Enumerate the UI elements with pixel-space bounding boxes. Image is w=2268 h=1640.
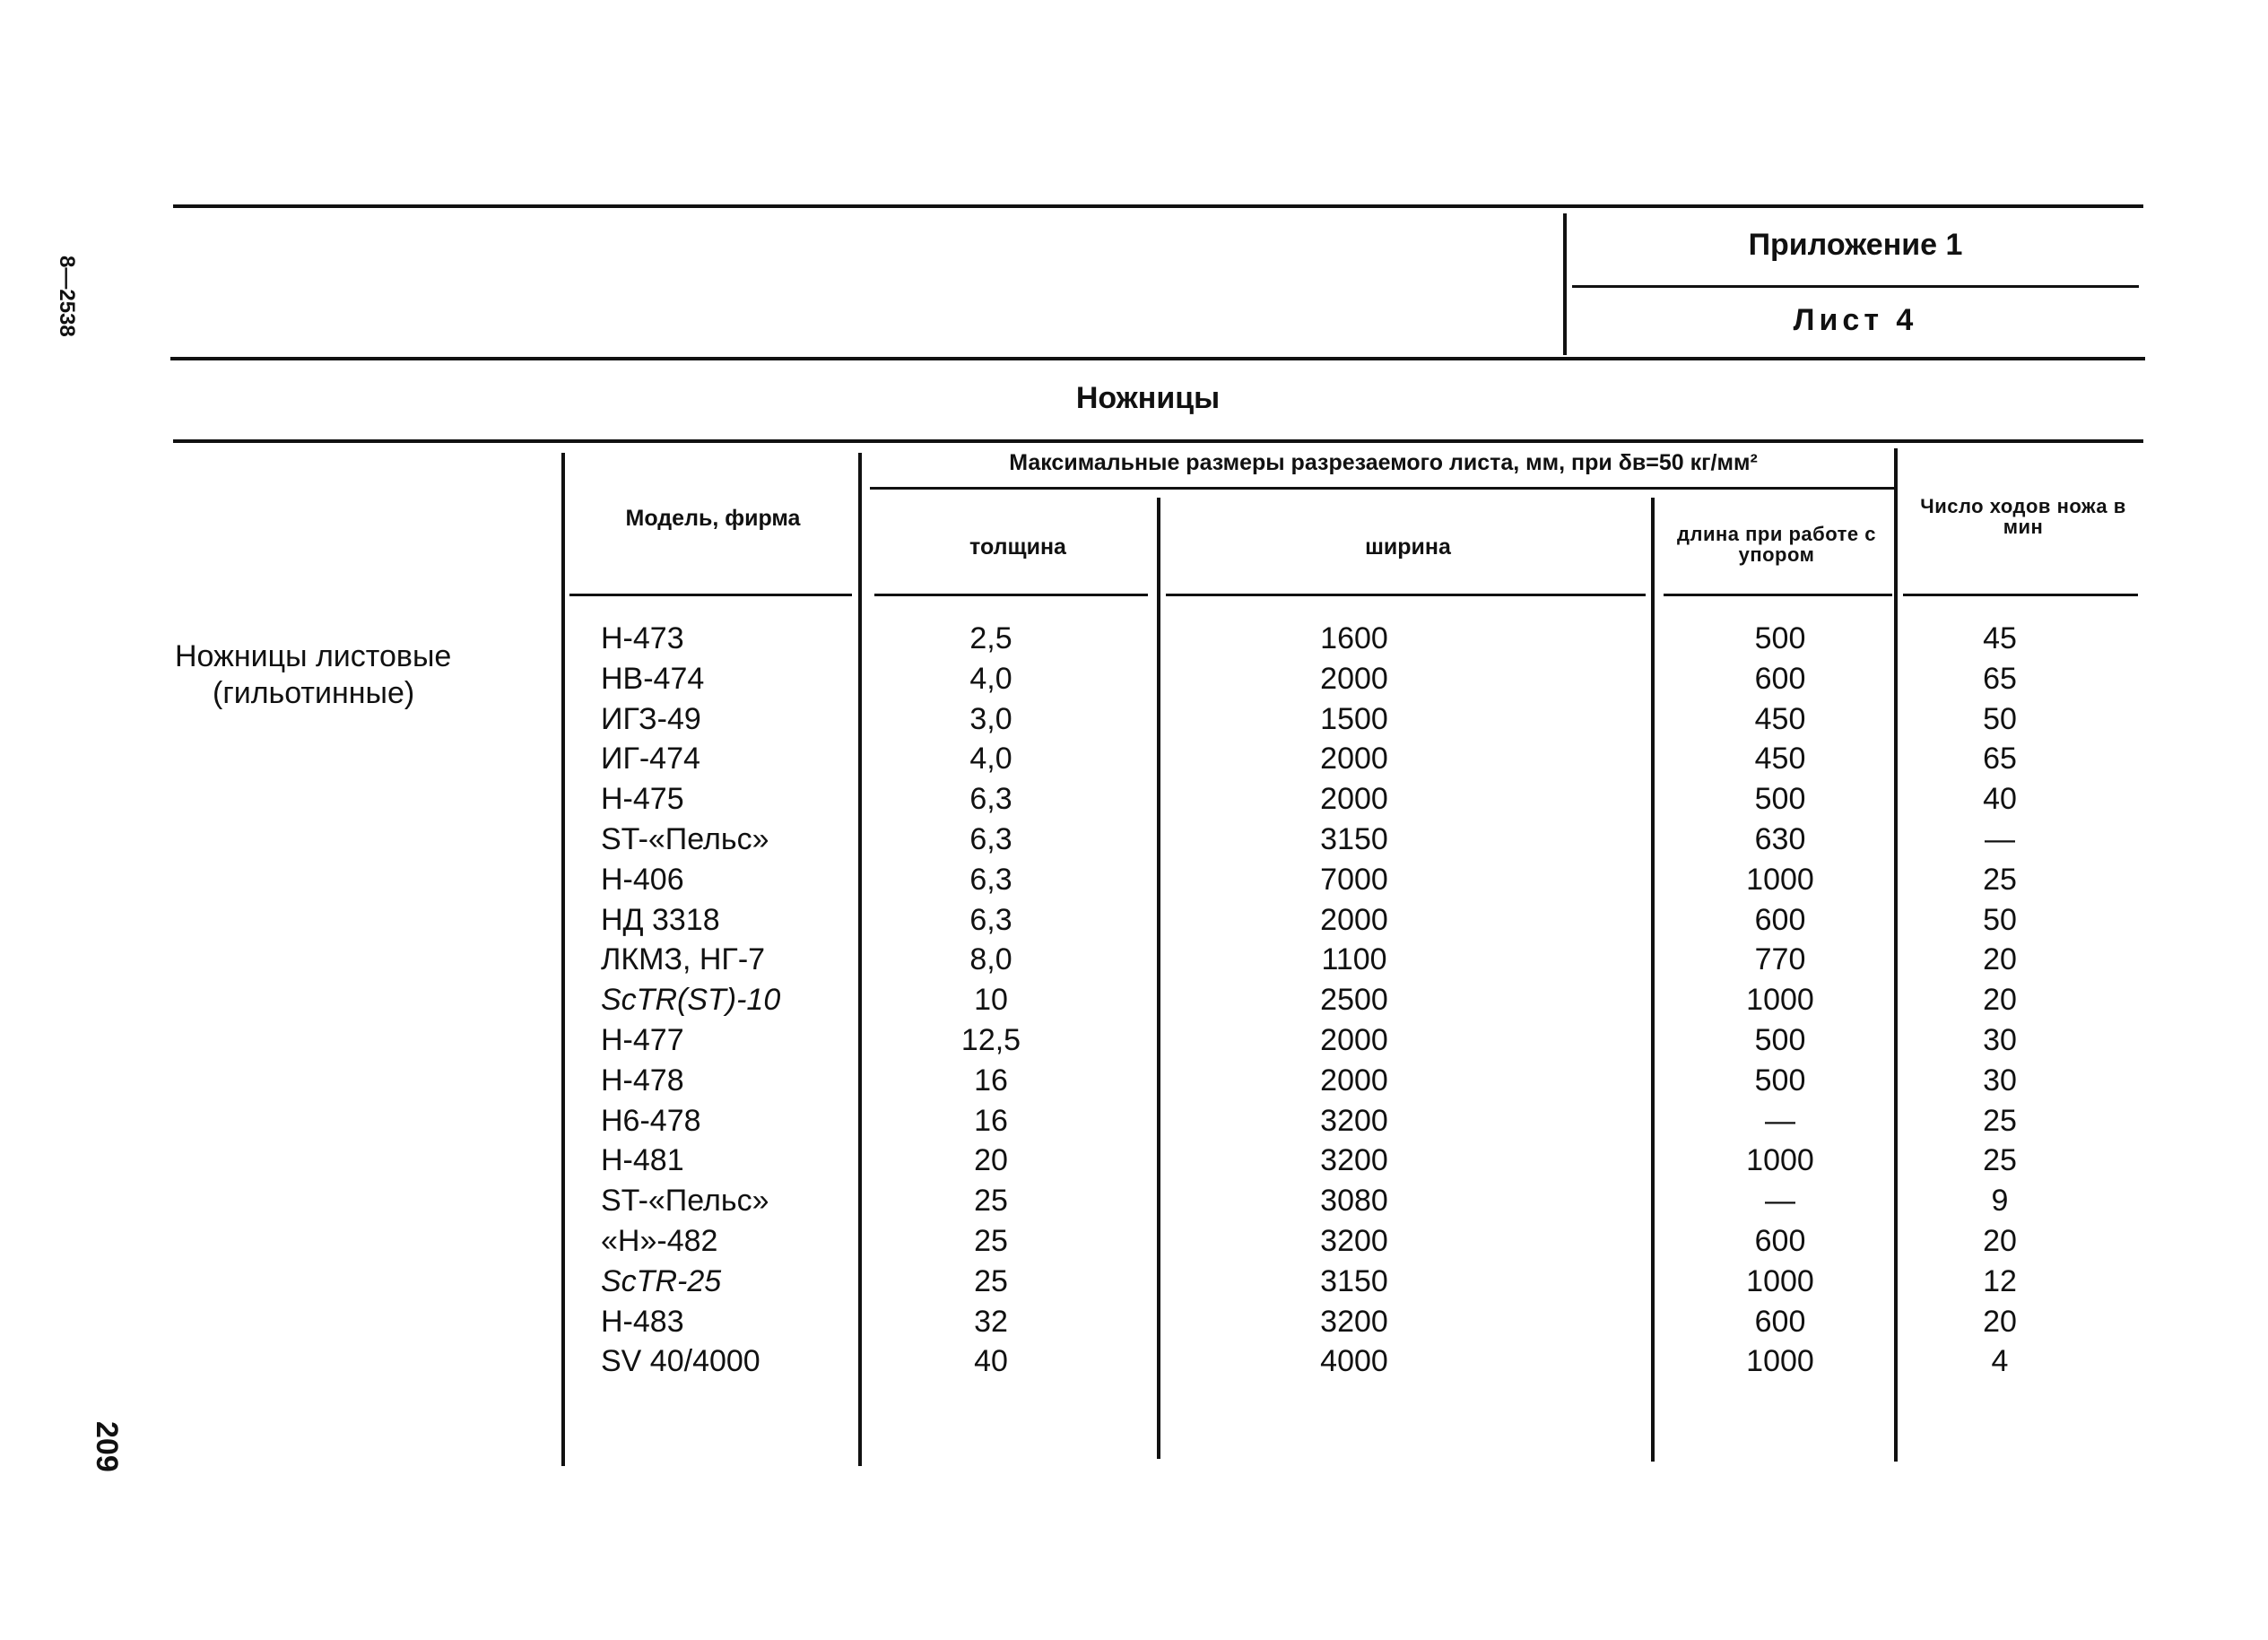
- cell-length: 770: [1754, 942, 1806, 977]
- table-row: [0, 860, 2268, 900]
- cell-thickness: 6,3: [969, 821, 1012, 856]
- cell-width: 2000: [1320, 782, 1388, 817]
- cell-thickness: 40: [974, 1344, 1008, 1379]
- cell-strokes: 25: [1983, 1143, 2017, 1178]
- cell-length: 600: [1754, 1304, 1806, 1339]
- table-row: [0, 940, 2268, 980]
- table-row: [0, 1181, 2268, 1221]
- cell-thickness: 25: [974, 1263, 1008, 1298]
- table-top-rule: [173, 439, 2143, 443]
- cell-model: НД 3318: [601, 902, 720, 937]
- cell-model: ST-«Пельс»: [601, 821, 769, 856]
- cell-length: 450: [1754, 742, 1806, 777]
- category-line-1: Ножницы листовые: [175, 639, 452, 673]
- appendix-label: Приложение 1: [1748, 228, 1963, 262]
- cell-thickness: 6,3: [969, 902, 1012, 937]
- table-row: [0, 1302, 2268, 1342]
- cell-thickness: 6,3: [969, 782, 1012, 817]
- cell-width: 3080: [1320, 1184, 1388, 1219]
- cell-model: Н-473: [601, 621, 684, 655]
- table-row: [0, 699, 2268, 740]
- cell-model: ScTR-25: [601, 1263, 722, 1298]
- header-underline-strokes: [1903, 594, 2138, 596]
- cell-width: 3150: [1320, 821, 1388, 856]
- cell-model: SV 40/4000: [601, 1344, 760, 1379]
- table-row: [0, 1221, 2268, 1262]
- column-header-thickness: толщина: [969, 534, 1066, 560]
- top-rule: [173, 204, 2143, 208]
- column-header-max-sizes: Максимальные размеры разрезаемого листа, мм, при δв=50 кг/мм²: [1009, 450, 1758, 475]
- cell-strokes: 50: [1983, 902, 2017, 937]
- cell-length: 630: [1754, 821, 1806, 856]
- cell-width: 1500: [1320, 701, 1388, 736]
- cell-length: 1000: [1746, 1344, 1814, 1379]
- cell-length: 500: [1754, 621, 1806, 655]
- cell-length: 600: [1754, 1223, 1806, 1258]
- cell-strokes: 20: [1983, 1304, 2017, 1339]
- cell-model: Н-477: [601, 1022, 684, 1057]
- table-row: [0, 619, 2268, 659]
- cell-model: ИГЗ-49: [601, 701, 701, 736]
- cell-model: Н-406: [601, 862, 684, 897]
- cell-strokes: 4: [1991, 1344, 2009, 1379]
- cell-width: 3200: [1320, 1304, 1388, 1339]
- cell-strokes: 12: [1983, 1263, 2017, 1298]
- sheet-label: Лист 4: [1793, 303, 1918, 337]
- cell-strokes: 30: [1983, 1022, 2017, 1057]
- cell-length: 450: [1754, 701, 1806, 736]
- cell-width: 3200: [1320, 1143, 1388, 1178]
- category-line-2: (гильотинные): [213, 675, 415, 710]
- cell-strokes: 25: [1983, 1103, 2017, 1138]
- header-underline-thickness: [874, 594, 1148, 596]
- cell-thickness: 6,3: [969, 862, 1012, 897]
- cell-strokes: 25: [1983, 862, 2017, 897]
- table-row: [0, 1020, 2268, 1061]
- cell-thickness: 25: [974, 1223, 1008, 1258]
- cell-width: 2000: [1320, 1063, 1388, 1098]
- cell-model: ИГ-474: [601, 742, 700, 777]
- table-row: [0, 739, 2268, 779]
- cell-width: 1600: [1320, 621, 1388, 655]
- cell-length: 600: [1754, 661, 1806, 696]
- cell-length: 600: [1754, 902, 1806, 937]
- cell-model: Н-483: [601, 1304, 684, 1339]
- cell-strokes: 9: [1991, 1184, 2009, 1219]
- cell-model: Н-478: [601, 1063, 684, 1098]
- header-underline-model: [569, 594, 852, 596]
- cell-length: 1000: [1746, 983, 1814, 1018]
- cell-width: 1100: [1321, 942, 1387, 977]
- cell-length: 500: [1754, 782, 1806, 817]
- cell-width: 4000: [1320, 1344, 1388, 1379]
- table-row: [0, 1341, 2268, 1382]
- cell-model: Н6-478: [601, 1103, 701, 1138]
- cell-strokes: —: [1985, 821, 2015, 856]
- cell-width: 2000: [1320, 661, 1388, 696]
- table-row: [0, 980, 2268, 1020]
- header-box-mid-rule: [1572, 285, 2139, 288]
- cell-width: 7000: [1320, 862, 1388, 897]
- header-box-divider: [1563, 213, 1567, 355]
- table-row: [0, 1262, 2268, 1302]
- header-bottom-rule: [170, 357, 2145, 360]
- cell-length: —: [1765, 1184, 1795, 1219]
- cell-length: 1000: [1746, 1263, 1814, 1298]
- table-row: [0, 820, 2268, 860]
- table-row: [0, 1061, 2268, 1101]
- cell-thickness: 10: [974, 983, 1008, 1018]
- column-header-model: Модель, фирма: [625, 506, 801, 531]
- cell-length: 500: [1754, 1022, 1806, 1057]
- table-row: [0, 1101, 2268, 1141]
- cell-thickness: 16: [974, 1103, 1008, 1138]
- table-body: [0, 619, 2268, 1382]
- cell-strokes: 65: [1983, 661, 2017, 696]
- cell-width: 3200: [1320, 1103, 1388, 1138]
- cell-model: ЛКМЗ, НГ-7: [601, 942, 766, 977]
- cell-thickness: 3,0: [969, 701, 1012, 736]
- table-row: [0, 779, 2268, 820]
- cell-model: Н-481: [601, 1143, 684, 1178]
- cell-width: 2000: [1320, 902, 1388, 937]
- cell-thickness: 8,0: [969, 942, 1012, 977]
- cell-thickness: 20: [974, 1143, 1008, 1178]
- cell-model: НВ-474: [601, 661, 705, 696]
- cell-thickness: 2,5: [969, 621, 1012, 655]
- cell-thickness: 4,0: [969, 661, 1012, 696]
- cell-length: 1000: [1746, 1143, 1814, 1178]
- cell-width: 2000: [1320, 1022, 1388, 1057]
- max-sizes-underline: [870, 487, 1897, 490]
- cell-length: 500: [1754, 1063, 1806, 1098]
- cell-width: 2000: [1320, 742, 1388, 777]
- cell-length: —: [1765, 1103, 1795, 1138]
- cell-model: ST-«Пельс»: [601, 1184, 769, 1219]
- cell-thickness: 32: [974, 1304, 1008, 1339]
- cell-strokes: 30: [1983, 1063, 2017, 1098]
- cell-width: 3150: [1320, 1263, 1388, 1298]
- column-header-strokes: Число ходов ножа в мин: [1920, 495, 2126, 539]
- cell-strokes: 20: [1983, 983, 2017, 1018]
- cell-model: Н-475: [601, 782, 684, 817]
- header-underline-length: [1664, 594, 1892, 596]
- cell-strokes: 20: [1983, 1223, 2017, 1258]
- cell-strokes: 40: [1983, 782, 2017, 817]
- cell-model: «Н»-482: [601, 1223, 718, 1258]
- document-code: 8—2538: [55, 256, 79, 337]
- table-row: [0, 659, 2268, 699]
- cell-thickness: 12,5: [960, 1022, 1021, 1057]
- cell-strokes: 65: [1983, 742, 2017, 777]
- cell-model: ScTR(ST)-10: [601, 983, 781, 1018]
- cell-thickness: 25: [974, 1184, 1008, 1219]
- table-row: [0, 1141, 2268, 1181]
- section-title: Ножницы: [1075, 381, 1221, 415]
- column-header-width: ширина: [1365, 534, 1451, 560]
- table-row: [0, 900, 2268, 941]
- cell-length: 1000: [1746, 862, 1814, 897]
- cell-width: 3200: [1320, 1223, 1388, 1258]
- cell-width: 2500: [1320, 983, 1388, 1018]
- cell-strokes: 45: [1983, 621, 2017, 655]
- cell-thickness: 4,0: [969, 742, 1012, 777]
- page-number: 209: [90, 1421, 124, 1472]
- cell-thickness: 16: [974, 1063, 1008, 1098]
- header-underline-width: [1166, 594, 1646, 596]
- cell-strokes: 20: [1983, 942, 2017, 977]
- column-header-length: длина при работе с упором: [1677, 523, 1876, 567]
- cell-strokes: 50: [1983, 701, 2017, 736]
